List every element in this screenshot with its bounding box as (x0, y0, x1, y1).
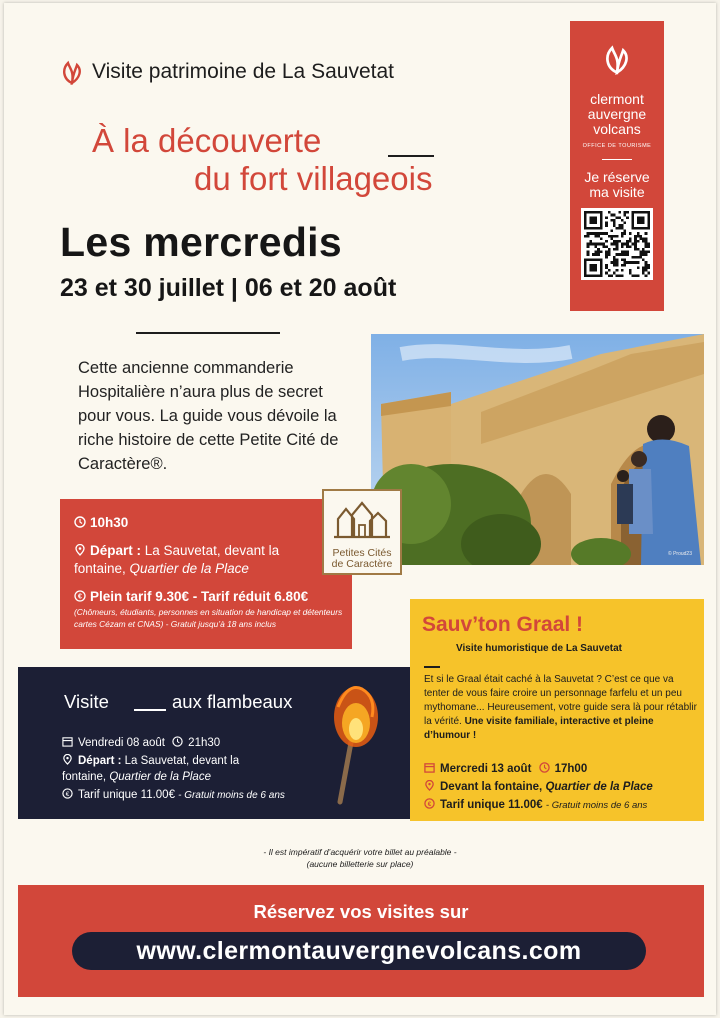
torch-visit-title-b: aux flambeaux (172, 691, 293, 712)
calendar-icon (424, 762, 436, 774)
badge-line: de Caractère (331, 558, 393, 570)
office-brand (570, 92, 664, 137)
flyer-page (4, 3, 716, 1015)
intro-text: Cette ancienne commanderie Hospitalière n’aura plus de secret pour vous. La guide vous dévoile la riche histoire de cette Petite Cité de Caractère®. (78, 359, 339, 473)
qr-code[interactable] (581, 208, 653, 280)
office-label: OFFICE DE TOURISME (582, 143, 652, 149)
dates-heading: 23 et 30 juillet | 06 et 20 août (60, 274, 397, 302)
torch-date-row (62, 735, 220, 751)
location-pin-icon (74, 543, 86, 555)
svg-text:€: € (65, 790, 70, 798)
sidebar-divider (602, 159, 632, 160)
badge-line: Petites Cités (332, 547, 392, 559)
main-visit-departure-row (74, 542, 334, 578)
torch-visit-info (18, 667, 410, 819)
torch-time: 21h30 (188, 737, 221, 749)
graal-body-bold: Une visite familiale, interactive et pleine d’humour ! (424, 716, 654, 741)
badge-text (324, 548, 400, 570)
location-pin-icon (424, 780, 436, 792)
main-visit-conditions: (Chômeurs, étudiants, personnes en situation de handicap et détenteurs cartes Cézam et CNAS) - Gratuit jusqu’à 18 ans inclus (74, 607, 343, 629)
torch-departure-row (62, 753, 282, 785)
graal-place-a: Devant la fontaine, (440, 781, 546, 793)
booking-cta: Réservez vos visites sur (253, 901, 469, 922)
petites-cites-badge (322, 489, 402, 575)
booking-footer (18, 885, 704, 997)
divider (136, 332, 280, 334)
ticket-notice: - Il est impératif d’acquérir votre billet au préalable - (263, 847, 457, 857)
torch-title-dash (134, 709, 166, 711)
clock-icon (74, 515, 86, 527)
main-visit-time-row (74, 514, 128, 532)
torch-visit-title-a: Visite (64, 691, 109, 712)
torch-icon (318, 677, 388, 807)
graal-visit-info (410, 599, 704, 821)
departure-text: La Sauvetat, devant la fontaine, (62, 755, 240, 783)
torch-price-note: - Gratuit moins de 6 ans (178, 790, 285, 801)
graal-place-row (424, 779, 653, 795)
departure-label: Départ : (78, 755, 122, 767)
main-visit-time: 10h30 (90, 515, 129, 530)
graal-price-note: - Gratuit moins de 6 ans (545, 800, 648, 811)
graal-date: Mercredi 13 août (440, 763, 532, 775)
office-brand-line: volcans (593, 121, 641, 137)
svg-text:€: € (427, 800, 432, 808)
clock-icon (172, 736, 184, 748)
location-pin-icon (62, 754, 74, 766)
torch-price-row (62, 787, 285, 804)
graal-body-text: Et si le Graal était caché à la Sauvetat ? C’est ce que va tenter de vous faire croire un personnage farfelu et un peu mythomane... Heureusement, votre guide sera là pour rétablir la vérité. (424, 674, 697, 727)
clock-icon (539, 762, 551, 774)
booking-url-link[interactable]: www.clermontauvergnevolcans.com (72, 932, 646, 970)
graal-body (424, 673, 698, 743)
title-line-2: du fort villageois (194, 160, 433, 197)
main-visit-info (60, 499, 352, 649)
village-icon (332, 497, 392, 541)
torch-price: Tarif unique 11.00€ (78, 789, 179, 801)
title-dash (388, 155, 434, 157)
graal-subtitle: Visite humoristique de La Sauvetat (456, 643, 622, 654)
office-brand-line: clermont (590, 91, 644, 107)
svg-text:€: € (78, 593, 82, 601)
graal-price-row (424, 797, 647, 814)
euro-icon (74, 589, 86, 601)
graal-price: Tarif unique 11.00€ (440, 799, 546, 811)
euro-icon (424, 798, 436, 810)
graal-date-row (424, 761, 587, 777)
office-brand-line: auvergne (587, 106, 647, 122)
departure-place: Quartier de la Place (129, 561, 249, 576)
reserve-line: Je réserve (584, 169, 650, 185)
graal-dash (424, 666, 440, 668)
photo-credit: © Proud23 (668, 551, 692, 557)
departure-place: Quartier de la Place (109, 771, 211, 783)
reserve-label (570, 170, 664, 200)
departure-label: Départ : (90, 543, 142, 558)
euro-icon (62, 788, 74, 800)
graal-time: 17h00 (554, 763, 588, 775)
calendar-icon (62, 736, 74, 748)
main-visit-price: Plein tarif 9.30€ - Tarif réduit 6.80€ (90, 589, 309, 604)
graal-title: Sauv’ton Graal ! (422, 613, 584, 636)
departure-text: La Sauvetat, devant la fontaine, (74, 543, 280, 576)
brand-line (60, 59, 394, 85)
leaf-logo-icon (60, 59, 84, 85)
torch-date: Vendredi 08 août (78, 737, 165, 749)
graal-place-b: Quartier de la Place (545, 781, 653, 793)
brand-line-text: Visite patrimoine de La Sauvetat (92, 60, 394, 83)
title-line-1: À la découverte (92, 122, 322, 159)
tourism-office-sidebar (570, 21, 664, 311)
office-logo-icon (602, 43, 632, 80)
fort-photo (371, 334, 704, 565)
ticket-notice-sub: (aucune billetterie sur place) (306, 859, 414, 869)
main-visit-price-row (74, 588, 308, 606)
days-heading: Les mercredis (60, 219, 342, 265)
reserve-line: ma visite (589, 184, 645, 200)
